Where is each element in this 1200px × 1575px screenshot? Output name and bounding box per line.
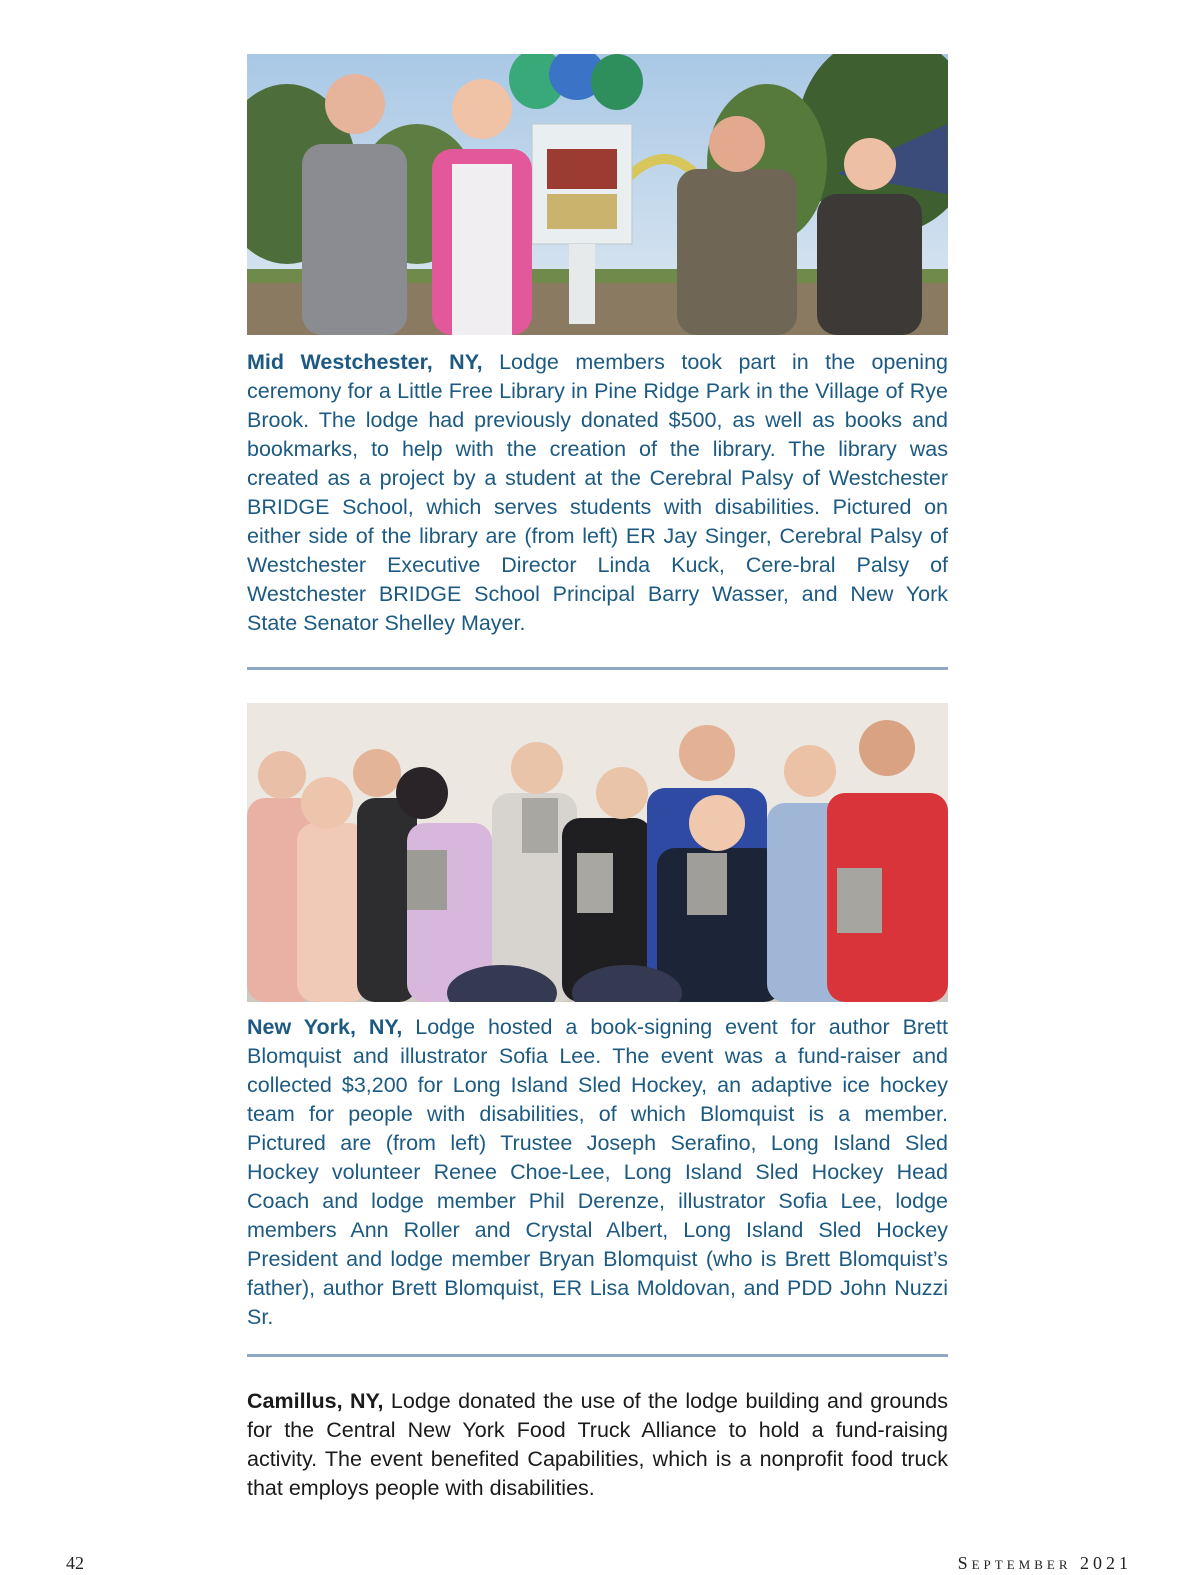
article-text: Lodge hosted a book-signing event for author Brett Blomquist and illustrator Sofia Lee. The event was a fund-raiser and collected $3,200 for Long Island Sled Hockey, an adaptive ice hockey team for people with disabilities, of which Blomquist is a member. Pictured are (from left) Trustee Joseph Serafino, Long Island Sled Hockey volunteer Renee Choe-Lee, Long Island Sled Hockey Head Coach and lodge member Phil Derenze, illustrator Sofia Lee, lodge members Ann Roller and Crystal Albert, Long Island Sled Hockey President and lodge member Bryan Blomquist (who is Brett Blomquist’s father), author Brett Blomquist, ER Lisa Moldovan, and PDD John Nuzzi Sr.: [247, 1015, 948, 1329]
article-place: Camillus, NY,: [247, 1389, 384, 1413]
issue-label: September 2021: [957, 1553, 1132, 1573]
article-place: New York, NY,: [247, 1015, 403, 1039]
article-place: Mid Westchester, NY,: [247, 350, 483, 374]
article-text: Lodge donated the use of the lodge building and grounds for the Central New York Food Truck Alliance to hold a fund-raising activity. The event benefited Capabilities, which is a nonprofit food truck that employs people with disabilities.: [247, 1389, 948, 1500]
issue-date: [958, 1553, 1132, 1574]
article-new-york: [247, 1013, 948, 1332]
article-mid-westchester: [247, 348, 948, 638]
section-divider: [247, 1354, 948, 1357]
page-number: 42: [66, 1553, 84, 1573]
article-camillus: [247, 1387, 948, 1503]
book-signing-photo: [247, 703, 948, 1002]
article-text: Lodge members took part in the opening ceremony for a Little Free Library in Pine Ridge Park in the Village of Rye Brook. The lodge had previously donated $500, as well as books and bookmarks, to help with the creation of the library. The library was created as a project by a student at the Cerebral Palsy of Westchester BRIDGE School, which serves students with disabilities. Pictured on either side of the library are (from left) ER Jay Singer, Cerebral Palsy of Westchester Executive Director Linda Kuck, Cere-bral Palsy of Westchester BRIDGE School Principal Barry Wasser, and New York State Senator Shelley Mayer.: [247, 350, 948, 635]
library-ceremony-photo: [247, 54, 948, 335]
section-divider: [247, 667, 948, 670]
